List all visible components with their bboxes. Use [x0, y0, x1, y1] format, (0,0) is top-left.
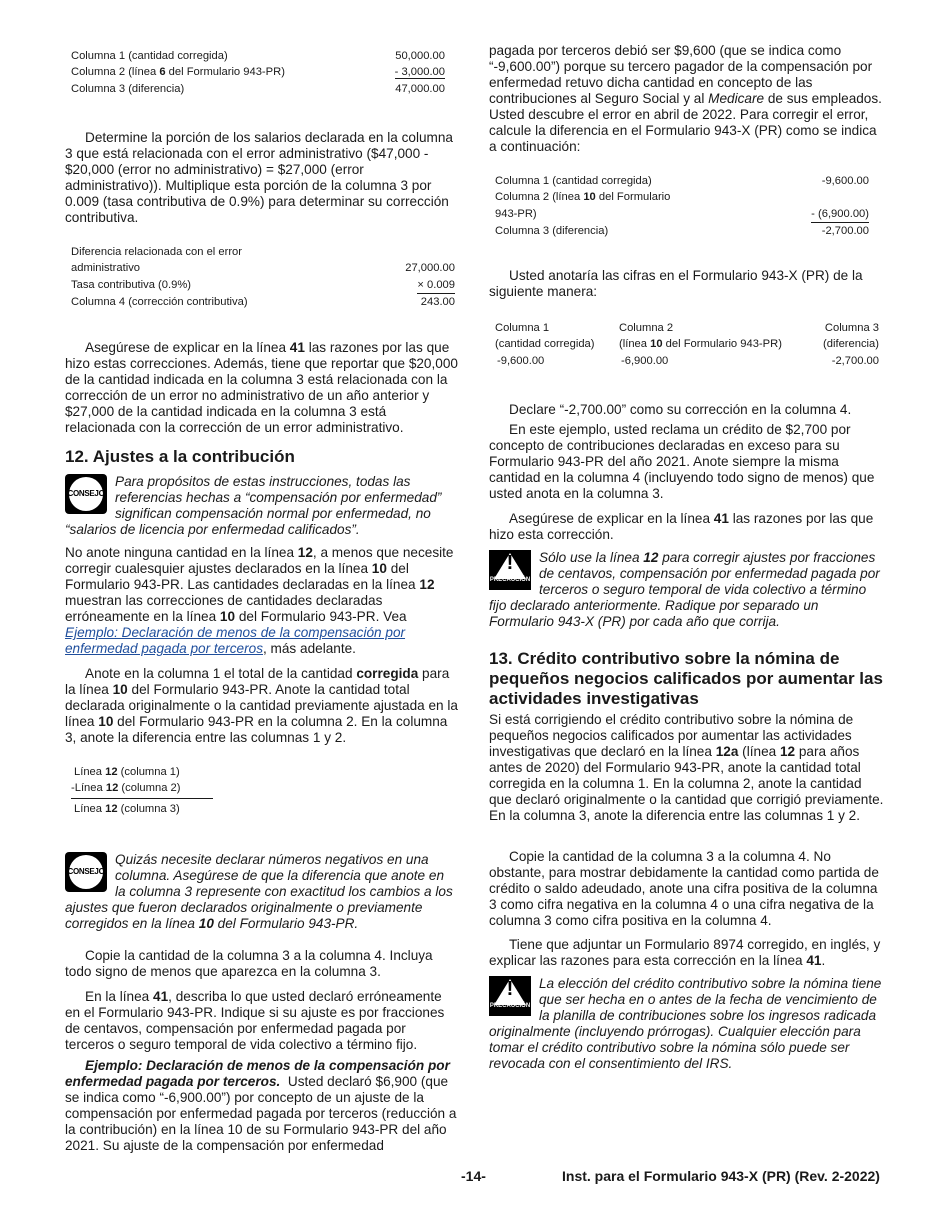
table-row	[71, 64, 445, 80]
line12-computation	[71, 764, 213, 817]
row-value: × 0.009	[417, 277, 455, 294]
paragraph: Asegúrese de explicar en la línea 41 las razones por las que hizo estas correcciones. Además, tiene que reportar que $20,000 de la cantidad indicada en la columna 3 está relacionada con la corrección de un error no administrativo de un año anterior y $27,000 de la cantidad indicada en la columna 3 está relacionada con la corrección de un error administrativo.	[65, 340, 458, 435]
warning-icon: ! PRECAUCIÓN	[489, 976, 531, 1016]
table-header: Columna 1 Columna 2 Columna 3	[495, 322, 879, 334]
table-correction-line10	[495, 173, 869, 239]
tip-note	[65, 474, 458, 538]
row-label: Columna 2 (línea 6 del Formulario 943-PR)	[71, 66, 285, 79]
consejo-icon: CONSEJO	[65, 474, 107, 514]
tip-note	[65, 852, 458, 932]
table-row	[495, 206, 869, 223]
paragraph: Copie la cantidad de la columna 3 a la columna 4. No obstante, para mostrar debidamente la cantidad como partida de crédito o saldo adeudado, anote una cifra positiva de la columna 3 como cifra negativa en la columna 4 o una cifra negativa de la columna 3 como cifra positiva en la columna 4.	[489, 849, 879, 928]
paragraph: Declare “-2,700.00” como su corrección en la columna 4.	[509, 402, 852, 417]
paragraph: Determine la porción de los salarios declarada en la columna 3 que está relacionada con el error administrativo ($47,000 - $20,000 (error no administrativo) = $27,000 (error administrativo)). Multiplique esta porción de la columna 3 por 0.009 (tasa contributiva de 0.9%) para determinar su corrección contributiva.	[65, 130, 453, 225]
table-row	[71, 277, 455, 294]
consejo-icon: CONSEJO	[65, 852, 107, 892]
row-value: - 3,000.00	[394, 66, 445, 79]
caution-text: La elección del crédito contributivo sobre la nómina tiene que ser hecha en o antes de la fecha de vencimiento de la planilla de contribuciones sobre los ingresos radicada originalmente (incluyendo prórrogas). Cualquier elección para tomar el crédito contributivo sobre la nómina sólo puede ser revocada con el consentimiento del IRS.	[489, 976, 882, 1071]
table-row	[71, 294, 455, 310]
paragraph: Anote en la columna 1 el total de la cantidad corregida para la línea 10 del Formulario 943-PR. Anote la cantidad total declarada originalmente o la cantidad previamente ajustada en la línea 10 del Formulario 943-PR en la columna 2. En la columna 3, anote la diferencia entre las columnas 1 y 2.	[65, 666, 458, 745]
row-value: 47,000.00	[395, 82, 445, 95]
caution-note	[489, 550, 885, 630]
paragraph: Usted anotaría las cifras en el Formulario 943-X (PR) de la siguiente manera:	[489, 268, 863, 299]
footer-title: Inst. para el Formulario 943-X (PR) (Rev. 2-2022)	[562, 1168, 880, 1184]
row-label: Columna 1 (cantidad corregida)	[71, 50, 228, 62]
table-row: Línea 12 (columna 1)	[74, 766, 180, 778]
row-label: Diferencia relacionada con el error	[71, 246, 243, 258]
paragraph: Copie la cantidad de la columna 3 a la columna 4. Incluya todo signo de menos que aparezca en la columna 3.	[65, 948, 433, 979]
paragraph: Asegúrese de explicar en la línea 41 las razones por las que hizo esta corrección.	[489, 511, 874, 542]
paragraph: No anote ninguna cantidad en la línea 12, a menos que necesite corregir cualesquier ajustes declarados en la línea 10 del Formulario 943-PR. Las cantidades declaradas en la línea 12 muestran las correcciones de cantidades declaradas erróneamente en la línea 10 del Formulario 943-PR. Vea Ejemplo: Declaración de menos de la compensación por enfermedad pagada por terceros, más adelante.	[65, 545, 454, 656]
table-row: -Línea 12 (columna 2)	[71, 780, 213, 798]
table-row	[495, 223, 869, 239]
tip-text: Para propósitos de estas instrucciones, todas las referencias hechas a “compensación por enfermedad” significan compensación normal por enfermedad, no “salarios de licencia por enfermedad calificados”.	[65, 474, 442, 537]
row-value: 50,000.00	[395, 50, 445, 62]
paragraph: Si está corrigiendo el crédito contributivo sobre la nómina de pequeños negocios calificados por aumentar las actividades investigativas que declaró en la línea 12a (línea 12 para años antes de 2020) del Formulario 943-PR, anote la cantidad total corregida en la columna 1. En la columna 2, anote la cantidad que declaró originalmente o la cantidad que corrigió previamente. En la columna 3, anote la diferencia entre las columnas 1 y 2.	[489, 712, 884, 823]
table-tax-correction	[71, 244, 455, 310]
table-row	[71, 260, 455, 276]
caution-text: Sólo use la línea 12 para corregir ajustes por fracciones de centavos, compensación por enfermedad pagada por terceros o seguro temporal de vida colectivo a término fijo declarado anteriormente. Radique por separado un Formulario 943-X (PR) por cada año que corrija.	[489, 550, 880, 629]
example-link[interactable]: Ejemplo: Declaración de menos de la compensación por enfermedad pagada por terceros	[65, 625, 406, 656]
row-value: -9,600.00	[821, 175, 869, 187]
row-label: Tasa contributiva (0.9%)	[71, 278, 192, 291]
page-number: -14-	[461, 1168, 486, 1184]
paragraph: Tiene que adjuntar un Formulario 8974 corregido, en inglés, y explicar las razones para esta corrección en la línea 41.	[489, 937, 881, 968]
row-label: Columna 2 (línea 10 del Formulario	[495, 191, 671, 204]
table-row	[495, 173, 869, 189]
paragraph: Ejemplo: Declaración de menos de la compensación por enfermedad pagada por terceros. Usted declaró $6,900 (que se indica como “-6,900.00”) por concepto de un ajuste de la compensación por enfermedad pagada por terceros (reducción a la contribución) en la línea 10 de su Formulario 943-PR del año 2021. Su ajuste de la compensación por enfermedad	[65, 1058, 457, 1153]
table-row	[495, 189, 869, 205]
warning-icon: ! PRECAUCIÓN	[489, 550, 531, 590]
paragraph: pagada por terceros debió ser $9,600 (que se indica como “-9,600.00”) porque su tercero pagador de la compensación por enfermedad retuvo dicha cantidad en concepto de las contribuciones al Seguro Social y al Medicare de sus empleados. Usted descubre el error en abril de 2022. Para corregir el error, calcule la diferencia en el Formulario 943-X (PR) como se indica a continuación:	[489, 43, 882, 154]
table-form-entries	[495, 320, 879, 369]
paragraph: En este ejemplo, usted reclama un crédito de $2,700 por concepto de contribuciones declaradas en exceso para su Formulario 943-PR del año 2021. Anote siempre la misma cantidad en la columna 4 (incluyendo todo signo de menos) que usted anota en la columna 3.	[489, 422, 875, 501]
row-value: - (6,900.00)	[811, 206, 869, 223]
row-value: -2,700.00	[821, 224, 869, 237]
row-label: 943-PR)	[495, 207, 537, 220]
row-value: 243.00	[420, 295, 455, 308]
table-header: (cantidad corregida) (línea 10 del Formulario 943-PR) (diferencia)	[495, 338, 879, 351]
row-label: Columna 3 (diferencia)	[495, 224, 609, 237]
table-row	[71, 244, 455, 260]
row-label: administrativo	[71, 262, 141, 275]
row-label: Columna 1 (cantidad corregida)	[495, 175, 652, 187]
table-row	[71, 48, 445, 64]
row-value: 27,000.00	[405, 262, 455, 275]
tip-text: Quizás necesite declarar números negativos en una columna. Asegúrese de que la diferencia que anote en la columna 3 represente con exactitud los cambios a los ajustes que fueron declarados originalmente o previamente corregidos en la línea 10 del Formulario 943-PR.	[65, 852, 453, 931]
row-label: Columna 4 (corrección contributiva)	[71, 295, 248, 308]
caution-note	[489, 976, 885, 1072]
section-heading-12: 12. Ajustes a la contribución	[65, 447, 295, 466]
paragraph: En la línea 41, describa lo que usted declaró erróneamente en el Formulario 943-PR. Indique si su ajuste es por fracciones de centavos, compensación por enfermedad pagada por terceros o seguro temporal de vida colectivo a término fijo.	[65, 989, 445, 1052]
table-row: -9,600.00 -6,900.00 -2,700.00	[497, 354, 879, 367]
section-heading-13: 13. Crédito contributivo sobre la nómina de pequeños negocios calificados por aumentar las actividades investigativas	[489, 649, 883, 708]
table-row	[71, 81, 445, 97]
row-label: Columna 3 (diferencia)	[71, 82, 185, 95]
table-row: Línea 12 (columna 3)	[74, 802, 180, 815]
table-correction-line6	[71, 48, 445, 97]
